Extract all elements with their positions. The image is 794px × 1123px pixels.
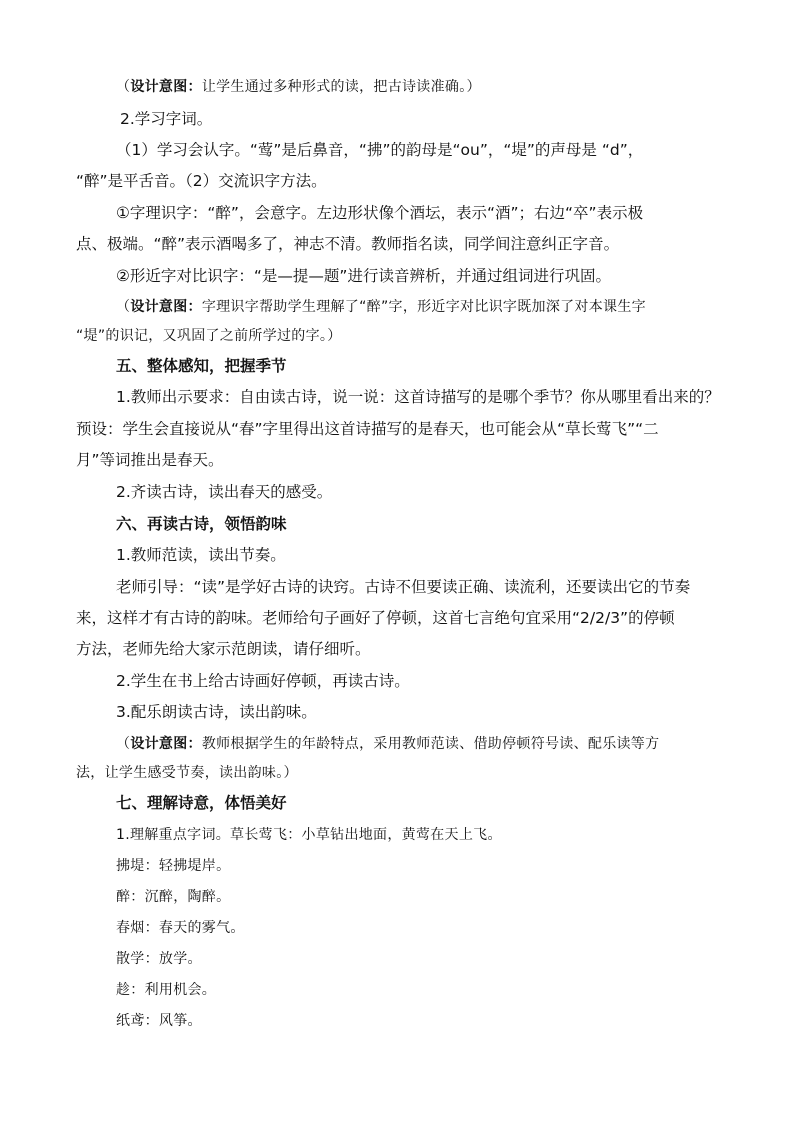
design-intent-note-3: （设计意图：教师根据学生的年龄特点，采用教师范读、借助停顿符号读、配乐读等方 [116,736,660,752]
paragraph-line: 1.理解重点字词。草长莺飞：小草钻出地面，黄莺在天上飞。 [116,827,502,843]
glossary-item: 趁：利用机会。 [116,982,217,998]
paragraph-line: 来，这样才有古诗的韵味。老师给句子画好了停顿，这首七言绝句宜采用“2/2/3”的停顿 [76,609,675,627]
design-intent-label: 设计意图： [130,736,202,752]
glossary-item: 醉：沉醉，陶醉。 [116,889,231,905]
paragraph-line: 方法，老师先给大家示范朗读，请仔细听。 [76,640,371,658]
glossary-item: 拂堤：轻拂堤岸。 [116,858,231,874]
design-intent-label: 设计意图： [130,299,202,315]
paragraph-line: ①字理识字：“醉”，会意字。左边形状像个酒坛，表示“酒”；右边“卒”表示极 [116,204,644,222]
section-heading-7: 七、理解诗意，体悟美好 [116,794,287,812]
paragraph-line: 3.配乐朗读古诗，读出韵味。 [116,703,317,721]
paragraph-line: 法，让学生感受节奏，读出韵味。） [76,765,298,781]
step-heading-learn-words: 2.学习字词。 [120,110,213,128]
paragraph-line: 1.教师范读，读出节奏。 [116,546,286,564]
glossary-item: 纸鸢：风筝。 [116,1013,202,1029]
glossary-item: 散学：放学。 [116,951,202,967]
paragraph-line: 预设：学生会直接说从“春”字里得出这首诗描写的是春天，也可能会从“草长莺飞”“二 [76,420,659,438]
paragraph-line: “醉”是平舌音。（2）交流识字方法。 [76,172,327,190]
design-intent-note-2: （设计意图：字理识字帮助学生理解了“醉”字，形近字对比识字既加深了对本课生字 [116,299,646,315]
glossary-item: 春烟：春天的雾气。 [116,920,245,936]
paragraph-line: 1.教师出示要求：自由读古诗，说一说：这首诗描写的是哪个季节？你从哪里看出来的？ [116,388,720,406]
paragraph-line: 老师引导：“读”是学好古诗的诀窍。古诗不但要读正确、读流利，还要读出它的节奏 [116,578,691,596]
paragraph-line: 2.齐读古诗，读出春天的感受。 [116,483,333,501]
paragraph-line: 月”等词推出是春天。 [76,451,224,469]
paragraph-line: 点、极端。“醉”表示酒喝多了，神志不清。教师指名读，同学间注意纠正字音。 [76,235,620,253]
section-heading-5: 五、整体感知，把握季节 [116,357,287,375]
paragraph-line: 2.学生在书上给古诗画好停顿，再读古诗。 [116,672,410,690]
paragraph-line: ②形近字对比识字：“是—提—题”进行读音辨析，并通过组词进行巩固。 [116,267,611,285]
section-heading-6: 六、再读古诗，领悟韵味 [116,515,287,533]
paragraph-line: “堤”的识记，又巩固了之前所学过的字。） [76,328,342,344]
paragraph-line: （1）学习会认字。“莺”是后鼻音，“拂”的韵母是“ou”，“堤”的声母是 “d”， [116,141,644,159]
design-intent-label: 设计意图： [130,79,202,95]
design-intent-note-1: （设计意图：让学生通过多种形式的读，把古诗读准确。） [116,79,481,95]
